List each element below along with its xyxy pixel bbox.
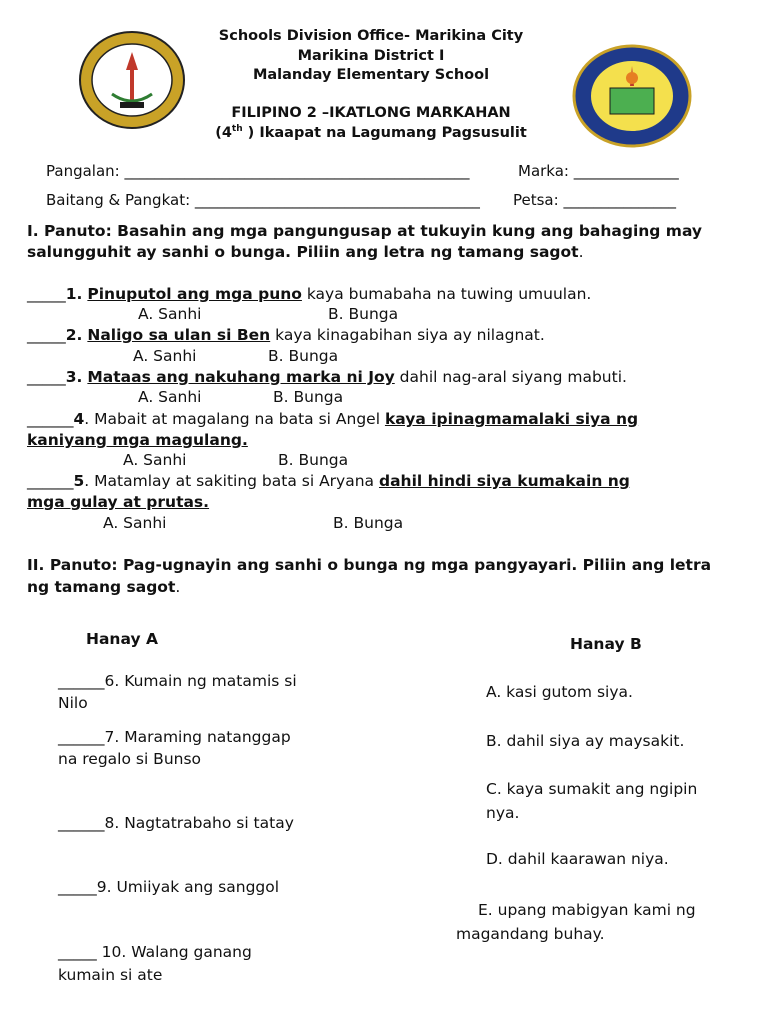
q5-option-b: B. Bunga	[333, 514, 404, 532]
choice-e-line2: magandang buhay.	[456, 925, 605, 943]
part2-instruction-line2: ng tamang sagot.	[27, 578, 181, 596]
test-title: (4th ) Ikaapat na Lagumang Pagsusulit	[215, 124, 527, 141]
item-9: _____9. Umiiyak ang sanggol	[58, 878, 280, 896]
item-7-line1: ______7. Maraming natanggap	[58, 728, 291, 746]
question-4-line2: kaniyang mga magulang.	[27, 431, 248, 449]
choice-b: B. dahil siya ay maysakit.	[486, 732, 685, 750]
subject-line: FILIPINO 2 –IKATLONG MARKAHAN	[231, 105, 511, 121]
district-line: Marikina District I	[297, 48, 445, 64]
hanay-b-heading: Hanay B	[570, 635, 642, 653]
q1-option-a: A. Sanhi	[138, 305, 202, 323]
q2-option-b: B. Bunga	[268, 347, 339, 365]
part2-instruction-line1: II. Panuto: Pag-ugnayin ang sanhi o bunga ng mga pangyayari. Piliin ang letra	[27, 556, 712, 574]
question-5-line1: ______5. Matamlay at sakiting bata si Aryana dahil hindi siya kumakain ng	[27, 472, 630, 490]
q4-option-b: B. Bunga	[278, 451, 349, 469]
question-2: _____2. Naligo sa ulan si Ben kaya kinagabihan siya ay nilagnat.	[27, 326, 545, 344]
division-office-seal	[78, 30, 186, 130]
item-6-line2: Nilo	[58, 694, 88, 712]
item-7-line2: na regalo si Bunso	[58, 750, 202, 768]
q5-option-a: A. Sanhi	[103, 514, 167, 532]
q3-option-b: B. Bunga	[273, 388, 344, 406]
choice-a: A. kasi gutom siya.	[486, 683, 633, 701]
choice-c-line2: nya.	[486, 804, 520, 822]
item-6-line1: ______6. Kumain ng matamis si	[58, 672, 297, 690]
q1-option-b: B. Bunga	[328, 305, 399, 323]
part1-instruction-line1: I. Panuto: Basahin ang mga pangungusap at tukuyin kung ang bahaging may	[27, 222, 703, 240]
choice-e-line1: E. upang mabigyan kami ng	[478, 901, 696, 919]
item-10-line2: kumain si ate	[58, 966, 163, 984]
division-office-line: Schools Division Office- Marikina City	[218, 28, 524, 44]
grade-section-field[interactable]: Baitang & Pangkat: ______________________________________	[46, 191, 480, 209]
q2-option-a: A. Sanhi	[133, 347, 197, 365]
q3-option-a: A. Sanhi	[138, 388, 202, 406]
choice-d: D. dahil kaarawan niya.	[486, 850, 669, 868]
part1-instruction-line2: salungguhit ay sanhi o bunga. Piliin ang letra ng tamang sagot.	[27, 243, 584, 261]
school-name-line: Malanday Elementary School	[252, 67, 490, 83]
question-5-line2: mga gulay at prutas.	[27, 493, 210, 511]
question-3: _____3. Mataas ang nakuhang marka ni Joy dahil nag-aral siyang mabuti.	[27, 368, 627, 386]
item-8: ______8. Nagtatrabaho si tatay	[58, 814, 294, 832]
score-field[interactable]: Marka: ______________	[518, 162, 679, 180]
question-4-line1: ______4. Mabait at magalang na bata si Angel kaya ipinagmamalaki siya ng	[27, 410, 639, 428]
item-10-line1: _____ 10. Walang ganang	[58, 943, 252, 961]
name-field[interactable]: Pangalan: ______________________________________________	[46, 162, 470, 180]
q4-option-a: A. Sanhi	[123, 451, 187, 469]
question-1: _____1. Pinuputol ang mga puno kaya bumabaha na tuwing umuulan.	[27, 285, 592, 303]
choice-c-line1: C. kaya sumakit ang ngipin	[486, 780, 698, 798]
school-seal	[572, 44, 692, 148]
date-field[interactable]: Petsa: _______________	[513, 191, 676, 209]
hanay-a-heading: Hanay A	[86, 630, 158, 648]
